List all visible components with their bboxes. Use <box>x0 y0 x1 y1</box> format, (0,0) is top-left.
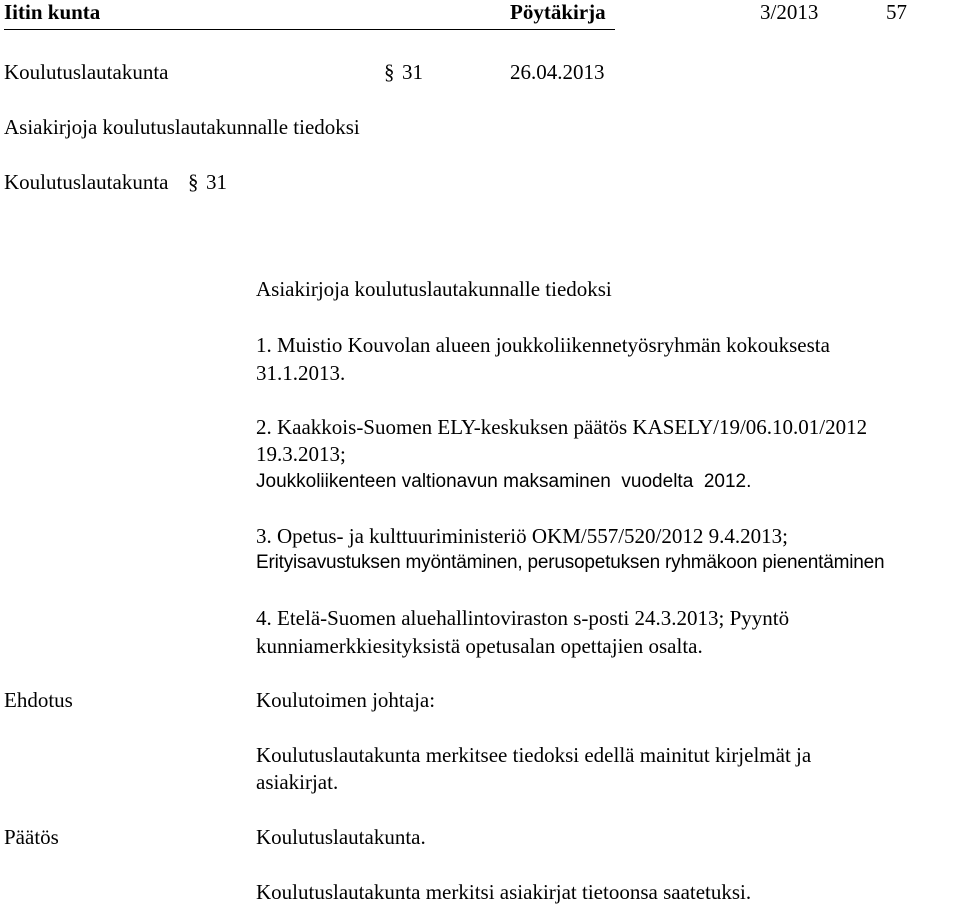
item-1-line-2: 31.1.2013. <box>256 361 346 385</box>
item-2-line-1: 2. Kaakkois-Suomen ELY-keskuksen päätös KASELY/19/06.10.01/2012 <box>256 415 868 439</box>
proposal-text-line-2: asiakirjat. <box>256 770 339 794</box>
item-2-line-2: 19.3.2013; <box>256 442 346 466</box>
item-1-line-1: 1. Muistio Kouvolan alueen joukkoliikennetyösryhmän kokouksesta <box>256 333 830 357</box>
decision-text: Koulutuslautakunta merkitsi asiakirjat tietoonsa saatetuksi. <box>256 880 752 904</box>
item-2-line-3: Joukkoliikenteen valtionavun maksaminen vuodelta 2012. <box>256 471 752 492</box>
document-type: Pöytäkirja <box>510 0 606 24</box>
item-4-line-1: 4. Etelä-Suomen aluehallintoviraston s-posti 24.3.2013; Pyyntö <box>256 606 790 630</box>
proposal-label: Ehdotus <box>4 688 73 712</box>
subheading-section-number: 31 <box>206 170 227 194</box>
document-number: 3/2013 <box>760 0 819 24</box>
decision-label: Päätös <box>4 825 59 849</box>
section-number: 31 <box>402 60 423 84</box>
proposal-author: Koulutoimen johtaja: <box>256 688 436 712</box>
subheading-board: Koulutuslautakunta <box>4 170 169 194</box>
decision-body: Koulutuslautakunta. <box>256 825 426 849</box>
body-heading: Asiakirjoja koulutuslautakunnalle tiedoksi <box>256 277 612 301</box>
item-3-line-2: Erityisavustuksen myöntäminen, perusopetuksen ryhmäkoon pienentäminen <box>256 552 885 573</box>
subheading-section-sign: § <box>188 170 199 194</box>
item-4-line-2: kunniamerkkiesityksistä opetusalan opettajien osalta. <box>256 634 703 658</box>
page-title: Asiakirjoja koulutuslautakunnalle tiedoksi <box>4 115 360 139</box>
section-sign: § <box>384 60 395 84</box>
municipality-name: Iitin kunta <box>4 0 101 24</box>
header-rule <box>4 29 615 30</box>
page-number: 57 <box>886 0 907 24</box>
meeting-date: 26.04.2013 <box>510 60 605 84</box>
item-3-line-1: 3. Opetus- ja kulttuuriministeriö OKM/557/520/2012 9.4.2013; <box>256 524 788 548</box>
proposal-text-line-1: Koulutuslautakunta merkitsee tiedoksi edellä mainitut kirjelmät ja <box>256 743 812 767</box>
board-name: Koulutuslautakunta <box>4 60 169 84</box>
